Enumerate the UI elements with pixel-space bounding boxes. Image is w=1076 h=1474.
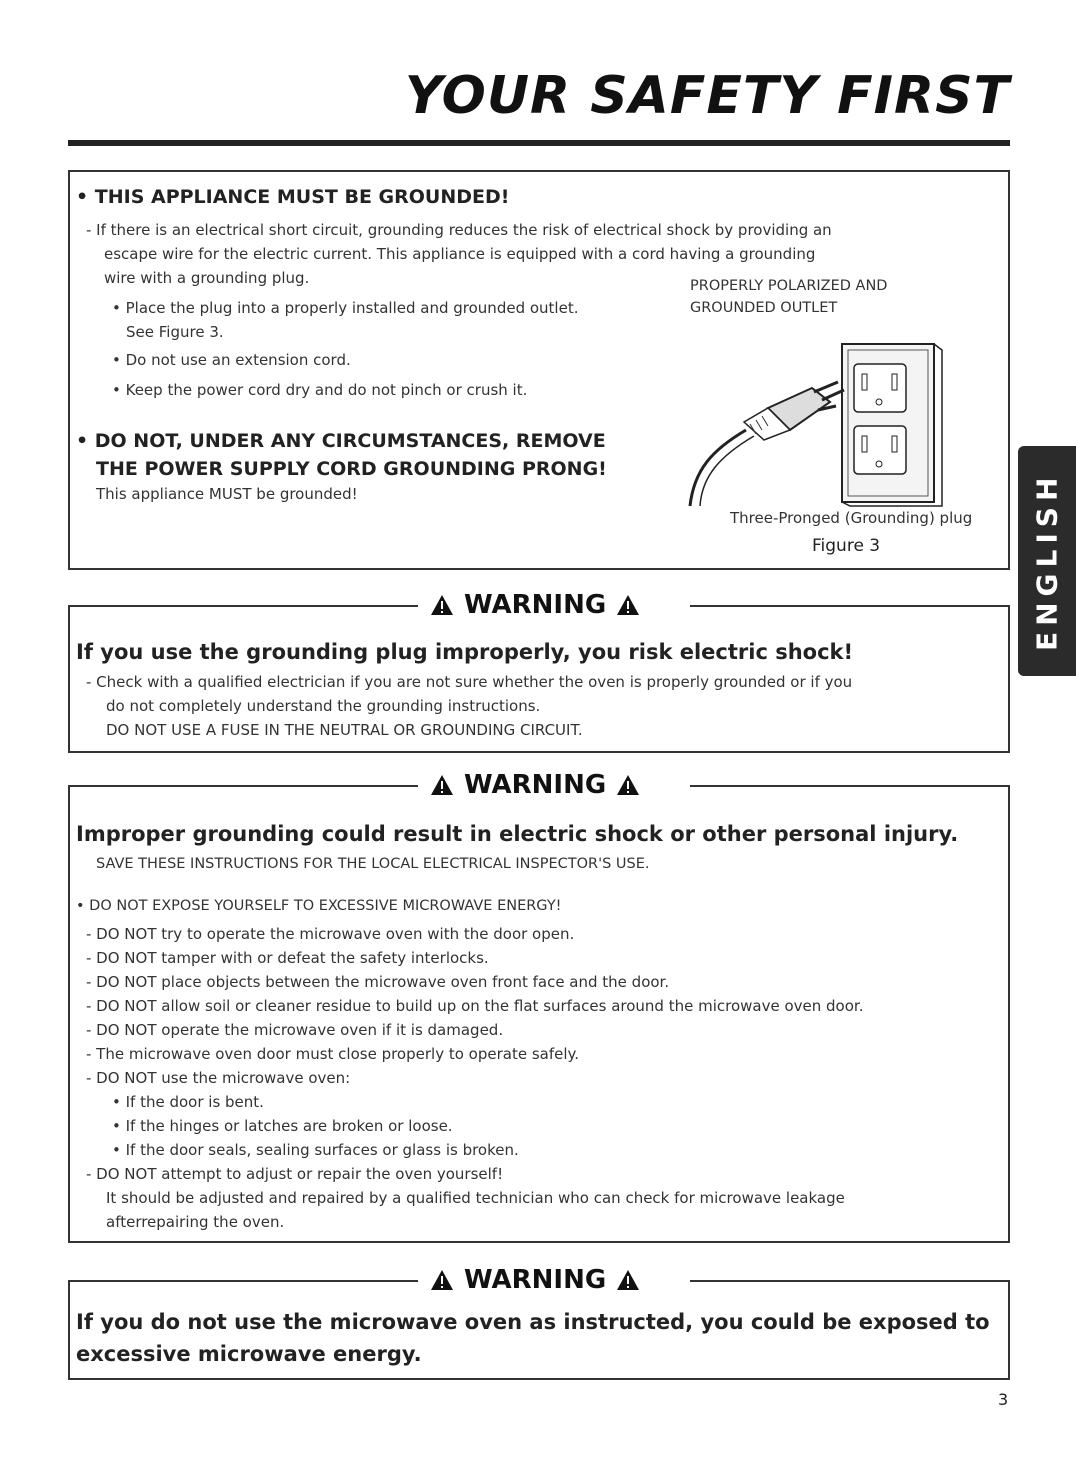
lower-receptacle [854,426,906,474]
microwave-energy-heading: • DO NOT EXPOSE YOURSELF TO EXCESSIVE MICROWAVE ENERGY! [76,898,562,914]
three-prong-plug [744,382,844,440]
warning-line: - The microwave oven door must close properly to operate safely. [86,1045,580,1063]
language-tab-label: ENGLISH [1030,471,1064,651]
outlet-label: GROUNDED OUTLET [690,300,838,316]
prong-heading: THE POWER SUPPLY CORD GROUNDING PRONG! [96,458,607,480]
title-divider [68,140,1010,146]
warning-line: - DO NOT tamper with or defeat the safety interlocks. [86,949,489,967]
section-heading: • THIS APPLIANCE MUST BE GROUNDED! [76,186,510,208]
bullet-item: • Place the plug into a properly installed and grounded outlet. [112,299,579,317]
warning-line: afterrepairing the oven. [106,1213,285,1231]
warning-bullet: • If the door is bent. [112,1093,264,1111]
page-number: 3 [998,1390,1009,1409]
warning-line: DO NOT USE A FUSE IN THE NEUTRAL OR GROUNDING CIRCUIT. [106,721,583,739]
outlet-label: PROPERLY POLARIZED AND [690,278,888,294]
page-title: YOUR SAFETY FIRST [404,66,1010,126]
warning-headline: If you do not use the microwave oven as instructed, you could be exposed to [76,1310,990,1334]
figure-caption: Figure 3 [812,536,881,556]
grounded-note: This appliance MUST be grounded! [96,485,358,503]
warning-headline: excessive microwave energy. [76,1342,422,1366]
warning-line: do not completely understand the grounding instructions. [106,697,541,715]
bullet-item: • Do not use an extension cord. [112,351,351,369]
warning-line: - Check with a qualified electrician if you are not sure whether the oven is properly grounded or if you [86,673,853,691]
warning-line: - DO NOT operate the microwave oven if it is damaged. [86,1021,504,1039]
plug-label: Three-Pronged (Grounding) plug [730,509,973,527]
warning-label: WARNING [464,590,607,620]
warning-headline: If you use the grounding plug improperly, you risk electric shock! [76,640,854,664]
para-line: - If there is an electrical short circuit, grounding reduces the risk of electrical shock by providing an [86,221,832,239]
language-tab [1018,446,1076,676]
warning-line: - DO NOT allow soil or cleaner residue to build up on the flat surfaces around the microwave oven door. [86,997,864,1015]
power-cord [690,430,746,506]
warning-line: - DO NOT place objects between the microwave oven front face and the door. [86,973,670,991]
warning-label: WARNING [464,1265,607,1295]
para-line: wire with a grounding plug. [104,269,310,287]
prong-heading: • DO NOT, UNDER ANY CIRCUMSTANCES, REMOVE [76,430,606,452]
bullet-item: See Figure 3. [126,323,224,341]
warning-label: WARNING [464,770,607,800]
save-instructions: SAVE THESE INSTRUCTIONS FOR THE LOCAL ELECTRICAL INSPECTOR'S USE. [96,856,650,872]
outlet-plug-illustration [672,330,950,508]
warning-bullet: • If the door seals, sealing surfaces or glass is broken. [112,1141,519,1159]
warning-line: - DO NOT try to operate the microwave oven with the door open. [86,925,575,943]
bullet-item: • Keep the power cord dry and do not pinch or crush it. [112,381,528,399]
warning-bullet: • If the hinges or latches are broken or loose. [112,1117,453,1135]
upper-receptacle [854,364,906,412]
warning-line: It should be adjusted and repaired by a qualified technician who can check for microwave leakage [106,1189,845,1207]
warning-line: - DO NOT use the microwave oven: [86,1069,351,1087]
warning-headline: Improper grounding could result in electric shock or other personal injury. [76,822,959,846]
warning-line: - DO NOT attempt to adjust or repair the oven yourself! [86,1165,504,1183]
para-line: escape wire for the electric current. This appliance is equipped with a cord having a grounding [104,245,816,263]
